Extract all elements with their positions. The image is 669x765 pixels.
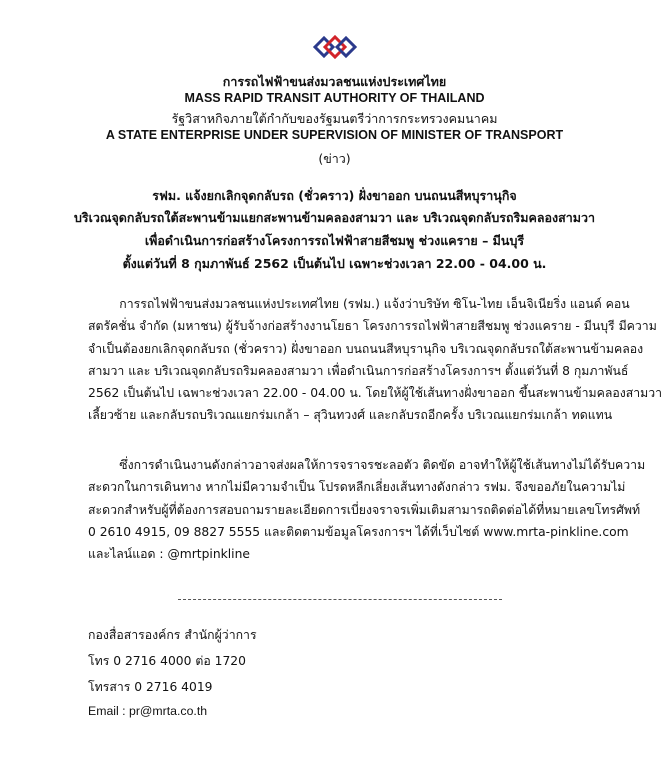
contact-fax: โทรสาร 0 2716 4019 [88,680,213,694]
paragraph-line: และไลน์แอด : @mrtpinkline [88,547,250,562]
body-paragraph-2 [88,454,646,565]
paragraph-line: สามวา และ บริเวณจุดกลับรถริมคลองสามวา เพื่อดำเนินการก่อสร้างโครงการฯ ตั้งแต่วันที่ 8 กุมภาพันธ์ [88,363,629,378]
paragraph-line: 2562 เป็นต้นไป เฉพาะช่วงเวลา 22.00 - 04.00 น. โดยให้ผู้ใช้เส้นทางฝั่งขาออก ขึ้นสะพานข้ามคลองสามวา [88,386,663,401]
contact-phone: โทร 0 2716 4000 ต่อ 1720 [88,654,246,668]
paragraph-line: การรถไฟฟ้าขนส่งมวลชนแห่งประเทศไทย (รฟม.) แจ้งว่าบริษัท ซิโน-ไทย เอ็นจิเนียริ่ง แอนด์ คอน [88,297,630,311]
headline-line: รฟม. แจ้งยกเลิกจุดกลับรถ (ชั่วคราว) ฝั่งขาออก บนถนนสีหบุรานุกิจ [152,188,517,203]
org-name-english: MASS RAPID TRANSIT AUTHORITY OF THAILAND [184,91,485,105]
state-enterprise-thai: รัฐวิสาหกิจภายใต้กำกับของรัฐมนตรีว่าการกระทรวงคมนาคม [171,111,498,126]
paragraph-line: จำเป็นต้องยกเลิกจุดกลับรถ (ชั่วคราว) ฝั่งขาออก บนถนนสีหบุรานุกิจ บริเวณจุดกลับรถใต้สะพานข้ามคลอง [88,341,644,356]
mrta-logo [311,30,359,64]
state-enterprise-english: A STATE ENTERPRISE UNDER SUPERVISION OF MINISTER OF TRANSPORT [105,128,564,142]
org-name-thai: การรถไฟฟ้าขนส่งมวลชนแห่งประเทศไทย [222,74,447,89]
paragraph-line: 0 2610 4915, 09 8827 5555 และติดตามข้อมูลโครงการฯ ได้ที่เว็บไซต์ www.mrta-pinkline.com [88,524,629,539]
headline-line: ตั้งแต่วันที่ 8 กุมภาพันธ์ 2562 เป็นต้นไป เฉพาะช่วงเวลา 22.00 - 04.00 น. [122,256,547,271]
paragraph-line: สะดวกในการเดินทาง หากไม่มีความจำเป็น โปรดหลีกเลี่ยงเส้นทางดังกล่าว รฟม. จึงขออภัยในความไม่ [88,480,626,495]
headline-line: เพื่อดำเนินการก่อสร้างโครงการรถไฟฟ้าสายสีชมพู ช่วงแคราย – มีนบุรี [144,233,525,248]
headline-line: บริเวณจุดกลับรถใต้สะพานข้ามแยกสะพานข้ามคลองสามวา และ บริเวณจุดกลับรถริมคลองสามวา [73,210,596,225]
contact-department: กองสื่อสารองค์กร สำนักผู้ว่าการ [88,628,257,642]
paragraph-line: เลี้ยวซ้าย และกลับรถบริเวณแยกร่มเกล้า – สุวินทวงศ์ และกลับรถอีกครั้ง บริเวณแยกร่มเกล้า ทดแทน [88,408,613,423]
section-divider [178,599,502,600]
body-paragraph-1 [88,293,663,427]
paragraph-line: สะดวกสำหรับผู้ที่ต้องการสอบถามรายละเอียดการเบี่ยงจราจรเพิ่มเติมสามารถติดต่อได้ที่หมายเลขโทรศัพท์ [88,502,641,517]
paragraph-line: ซึ่งการดำเนินงานดังกล่าวอาจส่งผลให้การจราจรชะลอตัว ติดขัด อาจทำให้ผู้ใช้เส้นทางไม่ได้รับความ [88,458,646,472]
news-label: (ข่าว) [318,151,351,166]
contact-email: Email : pr@mrta.co.th [88,704,208,718]
paragraph-line: สตรัคชั่น จำกัด (มหาชน) ผู้รับจ้างก่อสร้างงานโยธา โครงการรถไฟฟ้าสายสีชมพู ช่วงแคราย - มีนบุรี มีความ [88,319,657,334]
